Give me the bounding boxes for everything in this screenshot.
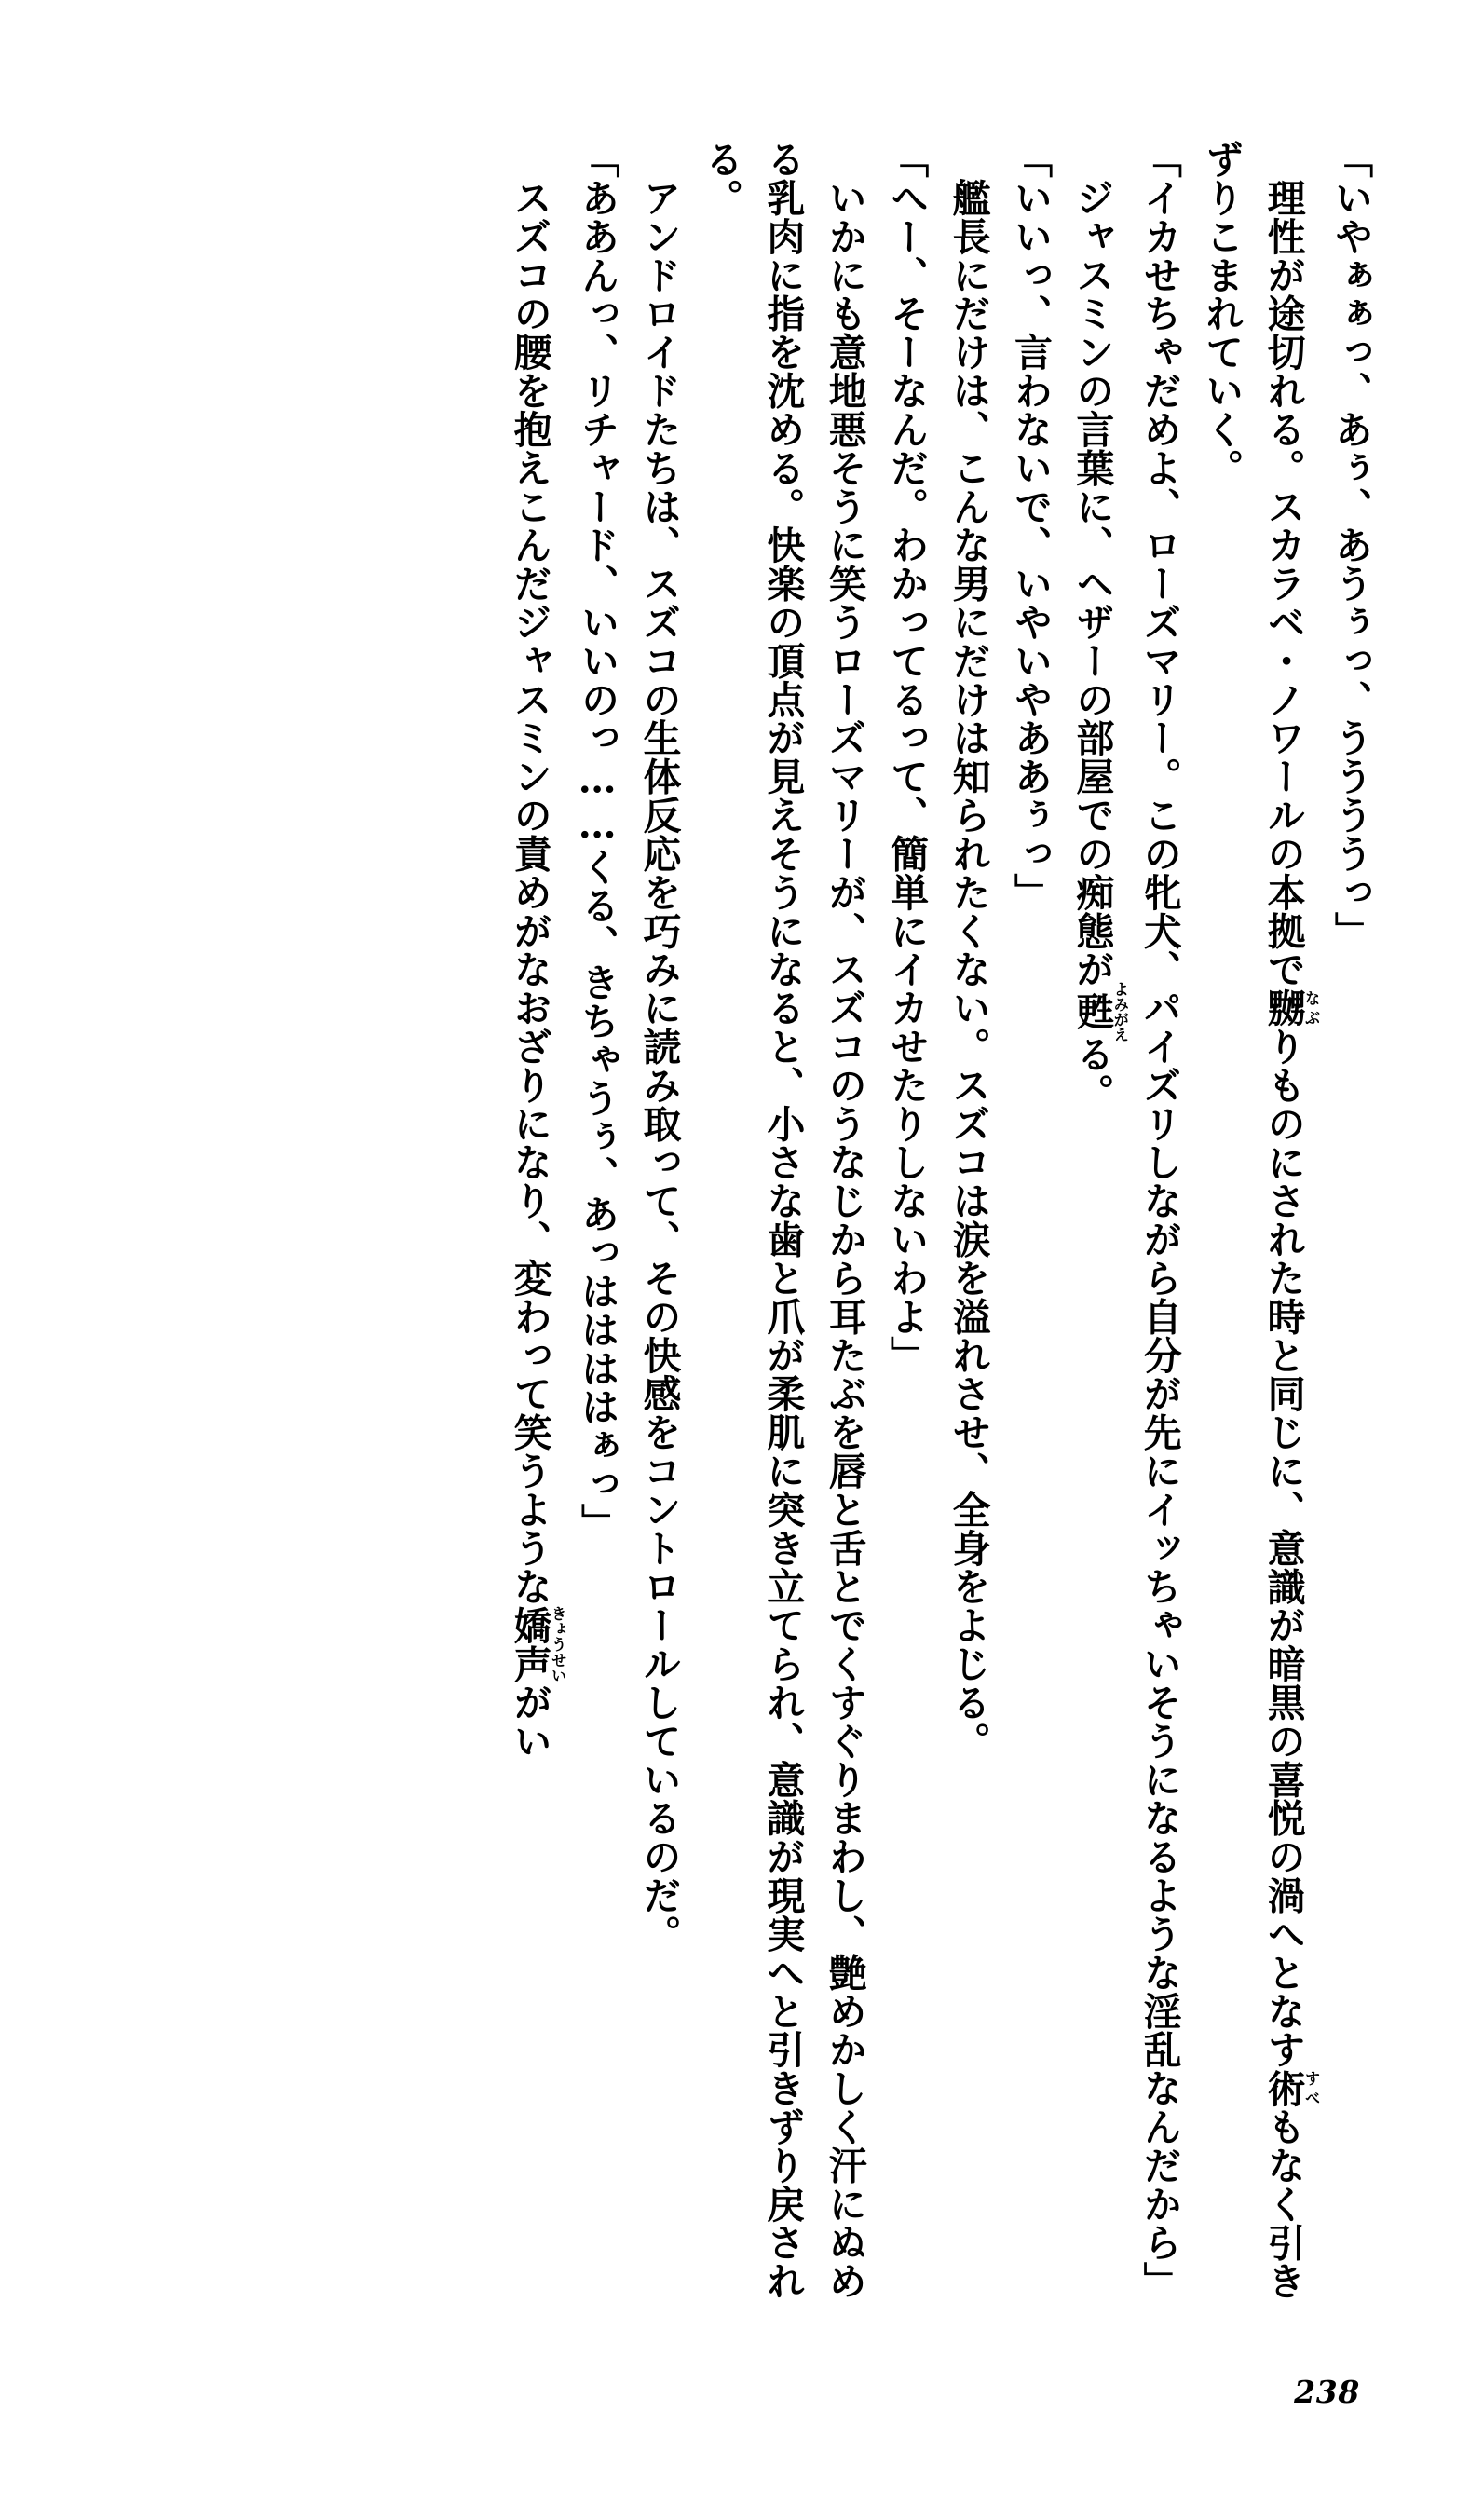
paragraph: ジャスミンの言葉に、ヘザーの部屋での痴態が甦よみがえる。 [1069,140,1129,1112]
ruby-naburi: 嬲なぶ [1260,988,1321,1028]
paragraph: 理性が途切れる。スカラベ・ノワールの本拠で嬲なぶりものにされた時と同じに、意識が暗黒の喜悦の渦へとなす術すべもなく引きずりこまれていく。 [1199,140,1321,2301]
paragraph: 「イカせちゃだめよ、ローズマリー。この牝犬、パイズリしながら自分が先にイッちゃいそうになるような淫乱なんだから」 [1137,140,1182,2300]
page-number: 238 [1294,2374,1360,2410]
paragraph: 「いやぁぁっ、あぅ、あうぅっ、ううううっ」 [1328,140,1373,950]
paragraph: 「へー、そーなんだ。わかってるって、簡単にイカせたりしないわよ」 [884,140,930,1375]
paragraph: 「いいっ、言わないで、いやいやああぅっ」 [1007,140,1053,912]
paragraph: 艦長にだけは、こんな男にだけは知られたくない。スズコは涙を溢れさせ、全身をよじる。 [946,140,991,1761]
paragraph: いかにも意地悪そうに笑うローズマリーが、スズコのうなじから耳たぶを唇と舌とでくすぐりまわし、艶めかしく汗にぬめる乳肉に指を沈める。快楽の頂点が見えそうになると、小さな歯と爪が柔肌に突き立てられ、意識が現実へと引きずり戻される。 [698,140,867,2300]
paragraph: スズコの腰を抱えこんだジャスミンの責めがなおざりになり、変わって笑うような嬌声きょうせいがい [507,140,567,1761]
body-text-block [77,140,1382,2310]
ruby-sube: 術すべ [1260,2068,1321,2107]
paragraph: 「ああんっ、リチャード、いいのっ……くる、きちゃうぅ、あっははははぁっ」 [575,140,620,1542]
paragraph: アンドロイドたちは、スズコの生体反応を巧みに読み取って、その快感をコントロールしているのだ。 [636,140,682,1954]
ruby-kyousei: 嬌声きょうせい [507,1605,567,1683]
ruby-yomigae: 甦よみがえ [1069,981,1129,1042]
